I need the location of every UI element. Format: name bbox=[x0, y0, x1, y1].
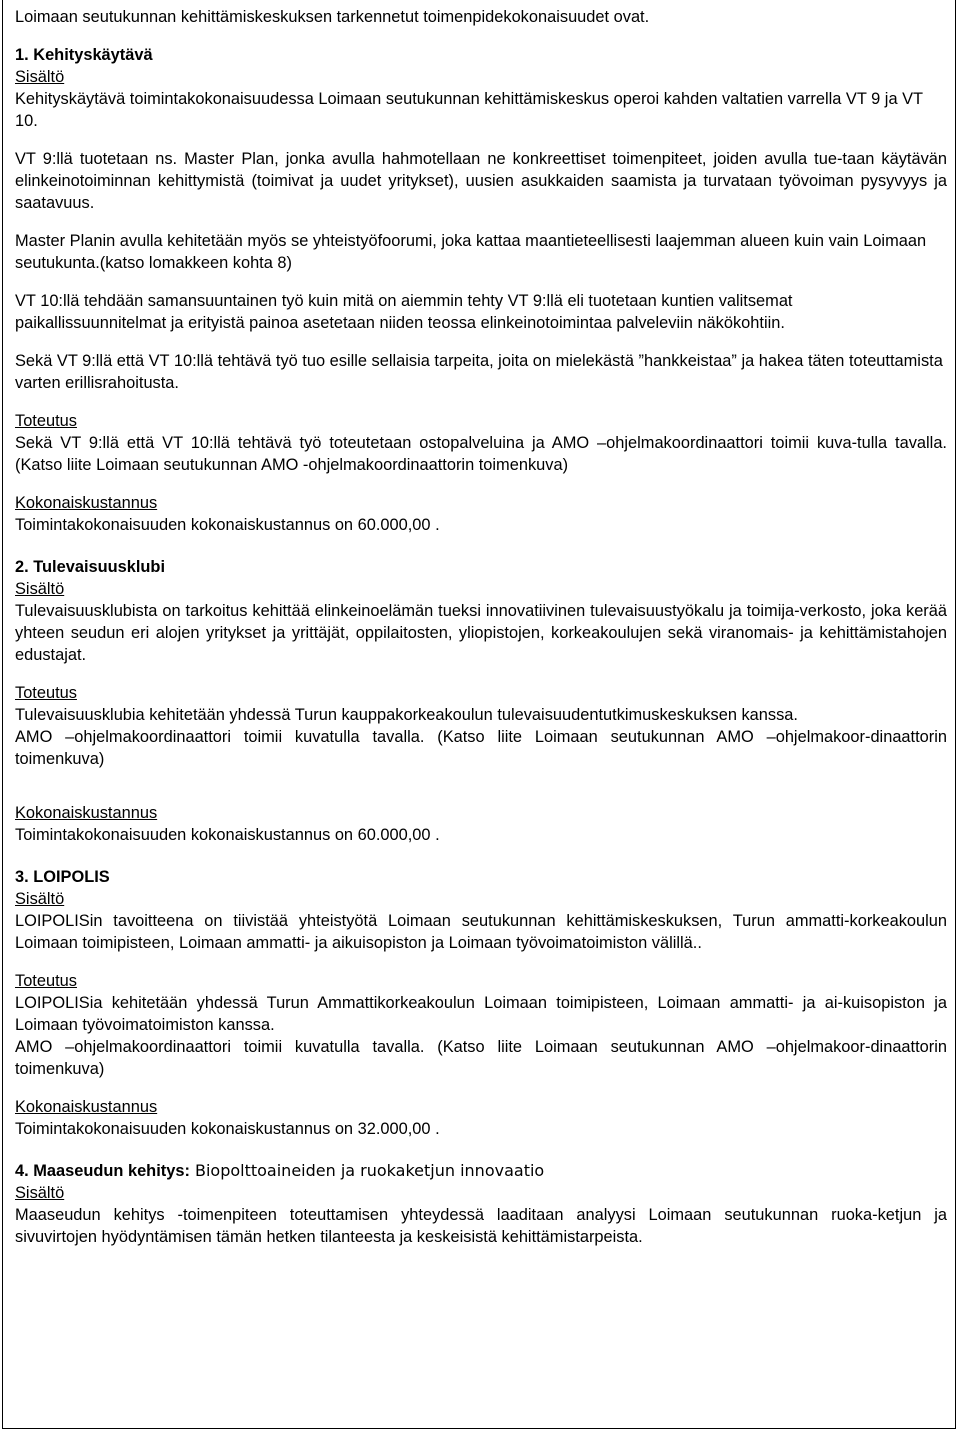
kokonaiskustannus-label: Kokonaiskustannus bbox=[15, 1098, 158, 1116]
sisalto-text: Kehityskäytävä toimintakokonaisuudessa Loimaan seutukunnan kehittämiskeskus operoi kahden valtatien varrella VT 9 ja VT 10. bbox=[15, 90, 923, 130]
toteutus-text: LOIPOLISia kehitetään yhdessä Turun Ammattikorkeakoulun Loimaan toimipisteen, Loimaan ammatti- ja ai-kuisopiston ja Loimaan työvoimatoimiston kanssa. bbox=[15, 994, 947, 1034]
section-number: 2. bbox=[15, 558, 29, 576]
section-number: 1. bbox=[15, 46, 29, 64]
paragraph: Master Planin avulla kehitetään myös se yhteistyöfoorumi, joka kattaa maantieteellisesti laajemman alueen kuin vain Loimaan seutukunta.(katso lomakkeen kohta 8) bbox=[15, 232, 927, 272]
paragraph: VT 10:llä tehdään samansuuntainen työ kuin mitä on aiemmin tehty VT 9:llä eli tuotetaan kuntien valitsemat paikallissuunnitelmat ja erityistä painoa asetetaan niiden teossa elinkeinotoimintaa palveleviin näkökohtiin. bbox=[15, 292, 793, 332]
section-number: 3. bbox=[15, 868, 29, 886]
section-maaseudun-kehitys bbox=[15, 1160, 947, 1248]
sisalto-label: Sisältö bbox=[15, 1184, 65, 1202]
sisalto-text: Maaseudun kehitys -toimenpiteen toteuttamisen yhteydessä laaditaan analyysi Loimaan seutukunnan ruoka-ketjun ja sivuvirtojen hyödyntämisen tämän hetken tilanteesta ja keskeisistä kehittämistarpeista. bbox=[15, 1206, 947, 1246]
section-heading bbox=[15, 866, 947, 888]
kokonaiskustannus-text: Toimintakokonaisuuden kokonaiskustannus on 60.000,00 . bbox=[15, 826, 440, 844]
section-kehityskaytava bbox=[15, 44, 947, 536]
page-frame bbox=[2, 0, 956, 1429]
section-title: Maaseudun kehitys: bbox=[33, 1162, 190, 1180]
toteutus-text: AMO –ohjelmakoordinaattori toimii kuvatulla tavalla. (Katso liite Loimaan seutukunnan AMO –ohjelmakoor-dinaattorin toimenkuva) bbox=[15, 728, 947, 768]
toteutus-text: AMO –ohjelmakoordinaattori toimii kuvatulla tavalla. (Katso liite Loimaan seutukunnan AMO –ohjelmakoor-dinaattorin toimenkuva) bbox=[15, 1038, 947, 1078]
toteutus-label: Toteutus bbox=[15, 684, 77, 702]
sisalto-text: Tulevaisuusklubista on tarkoitus kehittää elinkeinoelämän tueksi innovatiivinen tulevaisuustyökalu ja toimija-verkosto, joka kerää yhteen seudun eri alojen yritykset ja yrittäjät, oppilaitosten, yliopistojen, korkeakoulujen sekä viranomais- ja kehittämistahojen edustajat. bbox=[15, 602, 947, 664]
section-tulevaisuusklubi bbox=[15, 556, 947, 846]
toteutus-text: Tulevaisuusklubia kehitetään yhdessä Turun kauppakorkeakoulun tulevaisuudentutkimuskeskuksen kanssa. bbox=[15, 706, 798, 724]
kokonaiskustannus-label: Kokonaiskustannus bbox=[15, 804, 158, 822]
sisalto-label: Sisältö bbox=[15, 580, 65, 598]
section-heading bbox=[15, 1160, 947, 1182]
sisalto-label: Sisältö bbox=[15, 890, 65, 908]
toteutus-text: Sekä VT 9:llä että VT 10:llä tehtävä työ toteutetaan ostopalveluina ja AMO –ohjelmakoordinaattori toimii kuva-tulla tavalla. (Katso liite Loimaan seutukunnan AMO -ohjelmakoordinaattorin toimenkuva) bbox=[15, 434, 947, 474]
section-title: LOIPOLIS bbox=[33, 868, 110, 886]
section-heading bbox=[15, 556, 947, 578]
toteutus-label: Toteutus bbox=[15, 972, 77, 990]
paragraph-part: Master Plan, jonka avulla hahmotellaan ne konkreettiset toimenpiteet, joiden avulla tue-taan käytävän elinkeinotoiminnan kehittymistä (toimivat ja uudet yritykset), uusien asukkaiden saamista ja turvataan työvoiman pysyvyys ja saatavuus. bbox=[15, 150, 947, 212]
section-title: Tulevaisuusklubi bbox=[33, 558, 165, 576]
paragraph-part: VT 9:llä tuotetaan ns. bbox=[15, 150, 178, 168]
sisalto-label: Sisältö bbox=[15, 68, 65, 86]
section-loipolis bbox=[15, 866, 947, 1140]
section-number: 4. bbox=[15, 1162, 29, 1180]
sisalto-text: LOIPOLISin tavoitteena on tiivistää yhteistyötä Loimaan seutukunnan kehittämiskeskuksen, Turun ammatti-korkeakoulun Loimaan toimipisteen, Loimaan ammatti- ja aikuisopiston ja Loimaan työvoimatoimiston välillä.. bbox=[15, 912, 947, 952]
kokonaiskustannus-text: Toimintakokonaisuuden kokonaiskustannus on 32.000,00 . bbox=[15, 1120, 440, 1138]
paragraph: Sekä VT 9:llä että VT 10:llä tehtävä työ tuo esille sellaisia tarpeita, joita on mielekästä ”hankkeistaa” ja hakea täten toteuttamista varten erillisrahoitusta. bbox=[15, 352, 943, 392]
kokonaiskustannus-text: Toimintakokonaisuuden kokonaiskustannus on 60.000,00 . bbox=[15, 516, 440, 534]
section-title: Kehityskäytävä bbox=[33, 46, 153, 64]
intro-text: Loimaan seutukunnan kehittämiskeskuksen tarkennetut toimenpidekokonaisuudet ovat. bbox=[15, 8, 650, 26]
kokonaiskustannus-label: Kokonaiskustannus bbox=[15, 494, 158, 512]
section-subtitle: Biopolttoaineiden ja ruokaketjun innovaatio bbox=[189, 1161, 545, 1180]
toteutus-label: Toteutus bbox=[15, 412, 77, 430]
section-heading bbox=[15, 44, 947, 66]
paragraph bbox=[15, 148, 947, 214]
document-body bbox=[15, 6, 947, 1248]
